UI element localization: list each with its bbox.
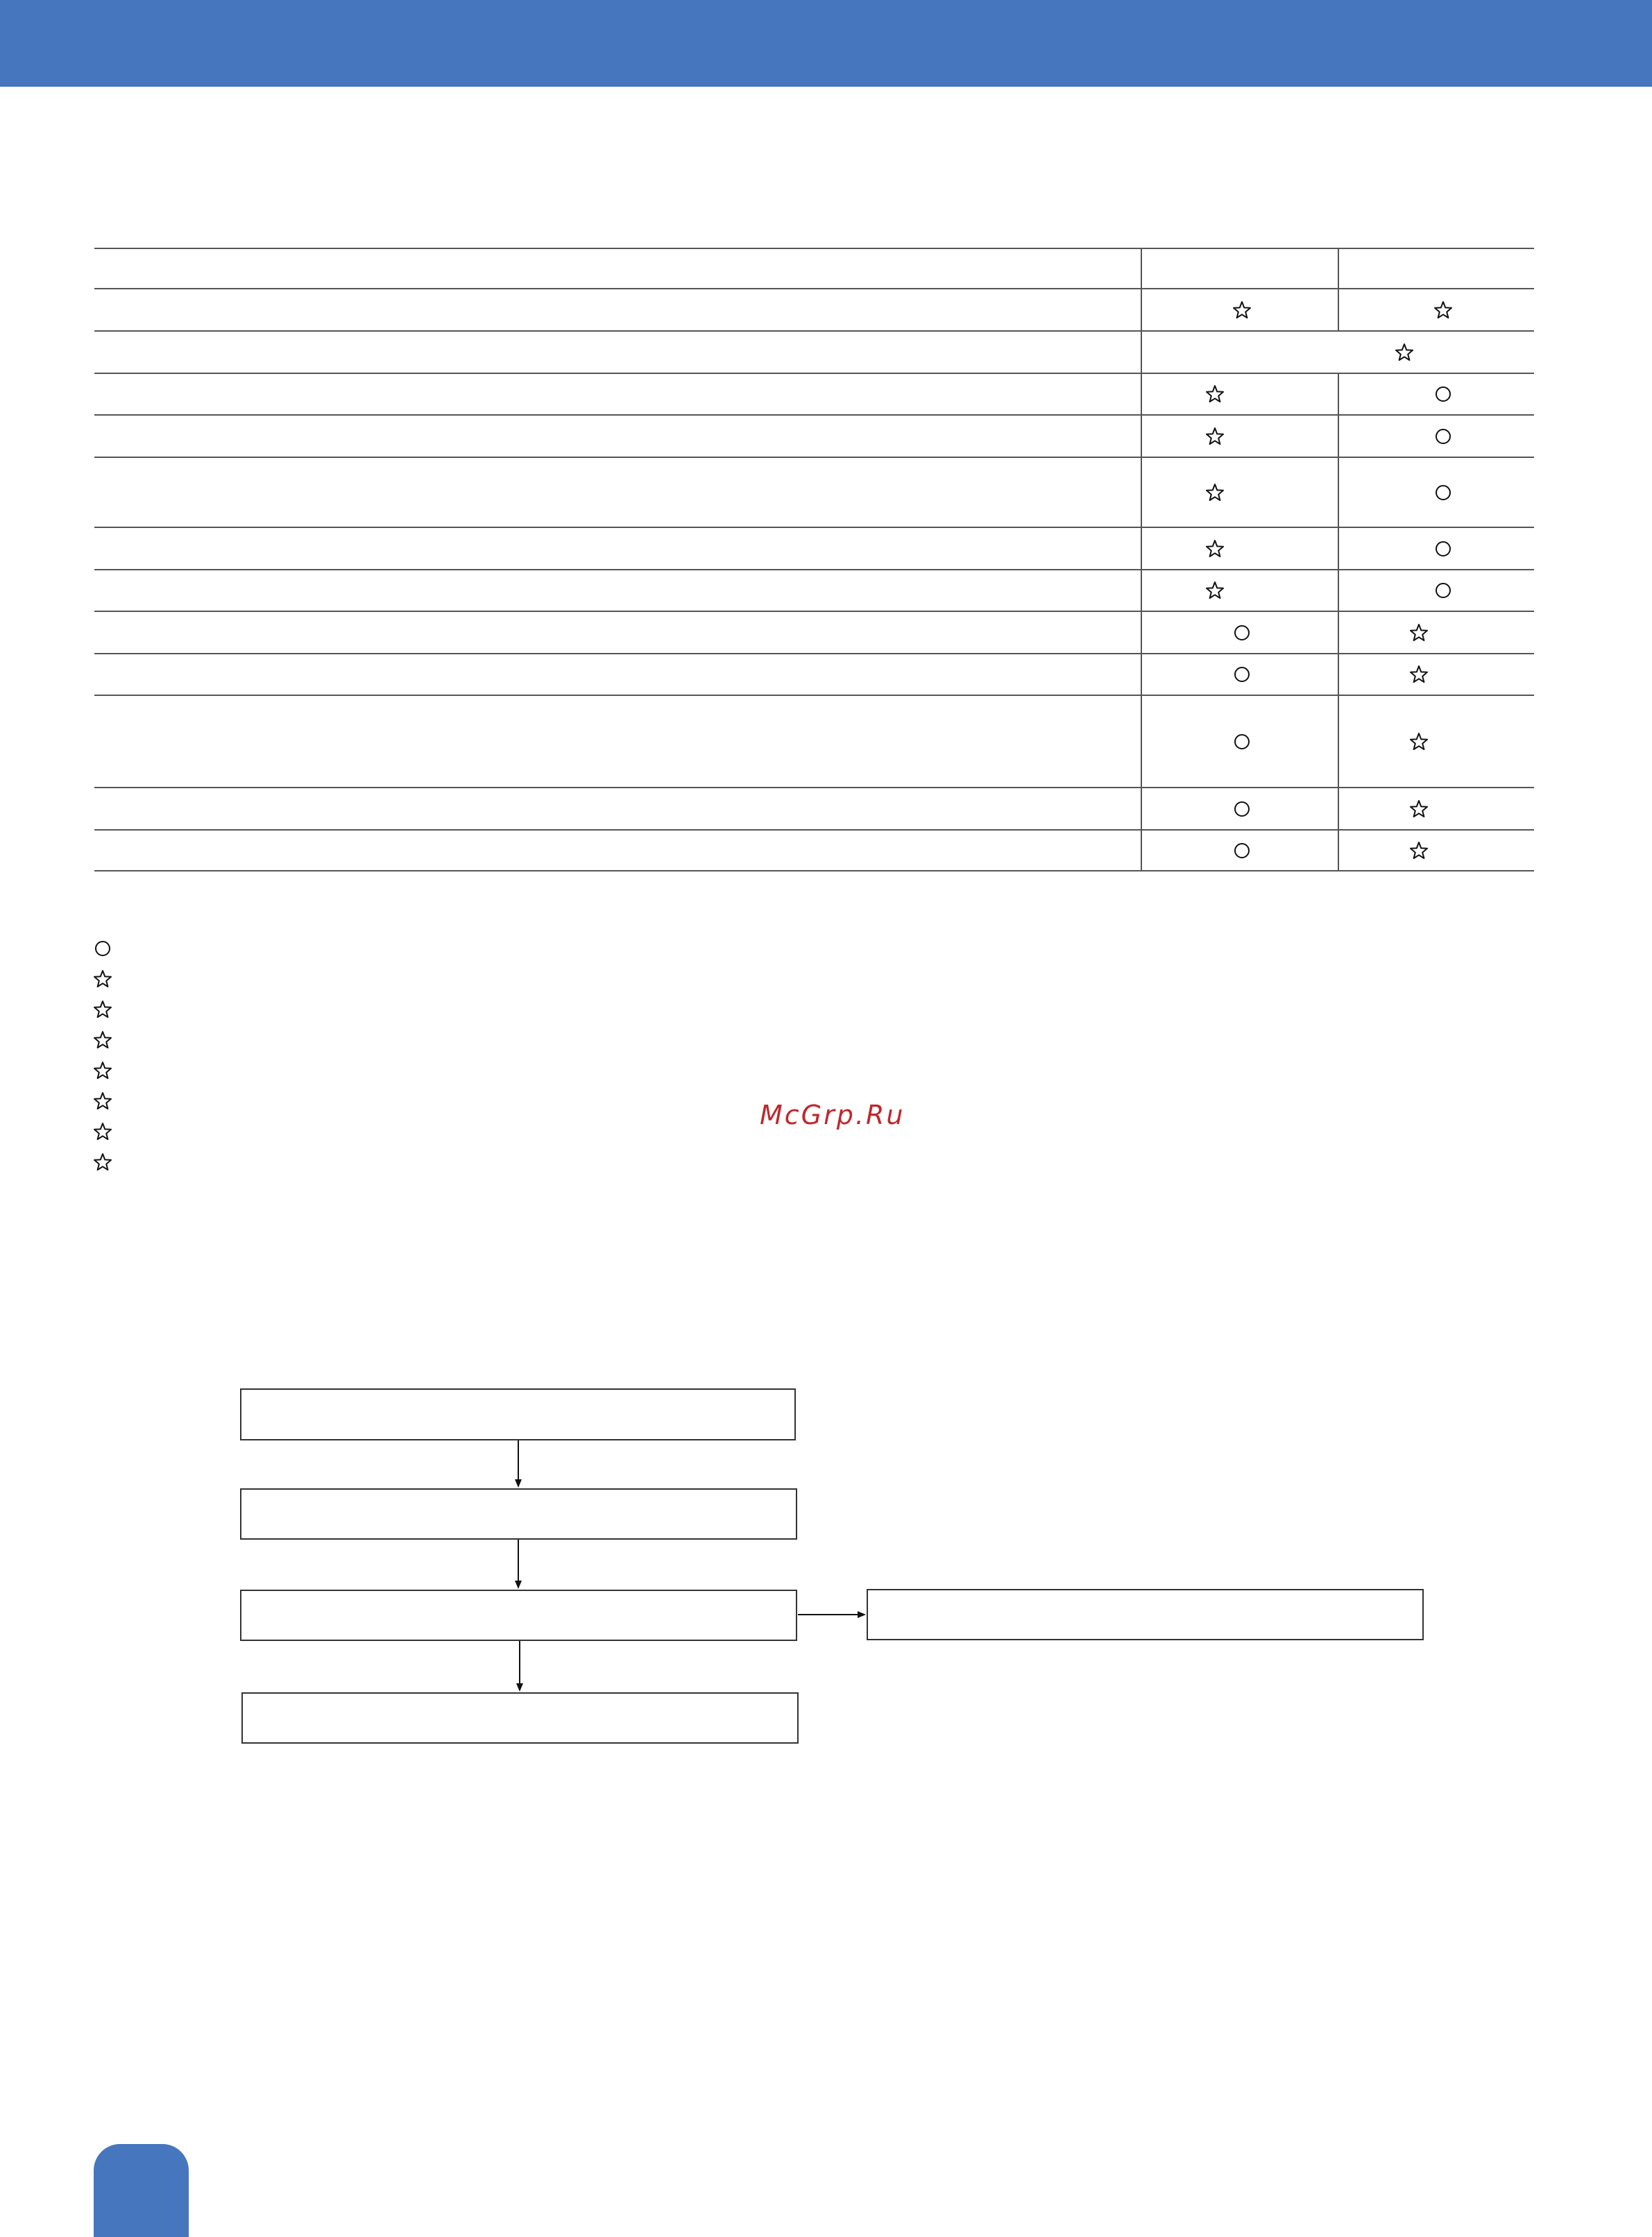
row-label xyxy=(94,416,1141,457)
row-cell-a xyxy=(1141,528,1338,569)
row-label xyxy=(94,654,1141,695)
row-cell-a xyxy=(1141,570,1338,611)
star-icon xyxy=(1205,427,1225,446)
star-icon xyxy=(1433,300,1453,320)
circle-icon xyxy=(1232,799,1252,819)
row-label xyxy=(94,374,1141,414)
star-icon xyxy=(1409,841,1429,860)
watermark: McGrp.Ru xyxy=(760,1100,905,1130)
star-icon xyxy=(1205,384,1225,404)
table-row xyxy=(94,330,1534,373)
row-cell-b xyxy=(1338,416,1534,457)
row-cell-a xyxy=(1141,654,1338,695)
legend-item xyxy=(93,964,122,994)
row-label xyxy=(94,831,1141,870)
page-number-badge xyxy=(94,2144,189,2237)
header-col-b xyxy=(1338,249,1534,288)
flow-step-3 xyxy=(240,1590,797,1641)
row-cell-b xyxy=(1338,374,1534,414)
table-row xyxy=(94,527,1534,569)
row-cell-a xyxy=(1141,289,1338,330)
row-cell-b xyxy=(1338,654,1534,695)
table-row xyxy=(94,829,1534,871)
star-icon xyxy=(1409,799,1429,819)
flow-step-1 xyxy=(240,1388,796,1440)
star-icon xyxy=(93,1091,112,1111)
row-cell-b xyxy=(1338,289,1534,330)
star-icon xyxy=(93,1152,112,1172)
legend-item xyxy=(93,933,122,964)
legend xyxy=(93,933,122,1177)
star-icon xyxy=(93,1061,112,1080)
row-cell-b xyxy=(1338,696,1534,787)
circle-icon xyxy=(1232,841,1252,860)
circle-icon xyxy=(1232,732,1252,751)
star-icon xyxy=(93,1000,112,1019)
star-icon xyxy=(1205,483,1225,502)
circle-icon xyxy=(1232,623,1252,643)
table-row xyxy=(94,288,1534,330)
row-cell-a xyxy=(1141,696,1338,787)
star-icon xyxy=(1205,539,1225,559)
star-icon xyxy=(93,969,112,989)
star-icon xyxy=(1232,300,1252,320)
legend-item xyxy=(93,1086,122,1116)
legend-item xyxy=(93,1055,122,1086)
star-icon xyxy=(1409,623,1429,643)
row-cell-a xyxy=(1141,831,1338,870)
circle-icon xyxy=(1433,539,1453,559)
circle-icon xyxy=(1433,427,1453,446)
mode-table xyxy=(94,248,1534,871)
row-cell-a xyxy=(1141,374,1338,414)
circle-icon xyxy=(93,939,112,958)
row-label xyxy=(94,696,1141,787)
circle-icon xyxy=(1232,665,1252,684)
table-header-row xyxy=(94,248,1534,288)
star-icon xyxy=(1205,581,1225,600)
circle-icon xyxy=(1433,483,1453,502)
star-icon xyxy=(93,1122,112,1141)
table-row xyxy=(94,695,1534,787)
star-icon xyxy=(1395,343,1414,362)
row-cell-b xyxy=(1338,528,1534,569)
row-cell-b xyxy=(1338,458,1534,527)
flow-step-4 xyxy=(241,1692,799,1744)
row-cell-b xyxy=(1338,788,1534,829)
row-label xyxy=(94,289,1141,330)
legend-item xyxy=(93,1025,122,1055)
header-band xyxy=(0,0,1652,87)
row-label xyxy=(94,788,1141,829)
table-row xyxy=(94,373,1534,414)
row-label xyxy=(94,458,1141,527)
header-label xyxy=(94,249,1141,288)
flow-side-box xyxy=(867,1589,1424,1640)
row-label xyxy=(94,528,1141,569)
row-label xyxy=(94,332,1141,373)
flow-step-2 xyxy=(240,1488,797,1540)
legend-item xyxy=(93,1147,122,1177)
row-cell-a xyxy=(1141,788,1338,829)
circle-icon xyxy=(1433,581,1453,600)
star-icon xyxy=(93,1030,112,1050)
star-icon xyxy=(1409,732,1429,751)
table-row xyxy=(94,457,1534,527)
row-cell-b xyxy=(1338,831,1534,870)
header-col-a xyxy=(1141,249,1338,288)
star-icon xyxy=(1409,665,1429,684)
legend-item xyxy=(93,994,122,1025)
row-cell-b xyxy=(1338,570,1534,611)
row-cell-merged xyxy=(1141,332,1534,373)
table-row xyxy=(94,787,1534,829)
table-row xyxy=(94,414,1534,457)
legend-item xyxy=(93,1116,122,1147)
circle-icon xyxy=(1433,384,1453,404)
row-cell-a xyxy=(1141,458,1338,527)
row-cell-a xyxy=(1141,612,1338,653)
row-label xyxy=(94,570,1141,611)
table-row xyxy=(94,611,1534,653)
table-row xyxy=(94,569,1534,611)
table-row xyxy=(94,653,1534,695)
row-cell-b xyxy=(1338,612,1534,653)
row-label xyxy=(94,612,1141,653)
row-cell-a xyxy=(1141,416,1338,457)
